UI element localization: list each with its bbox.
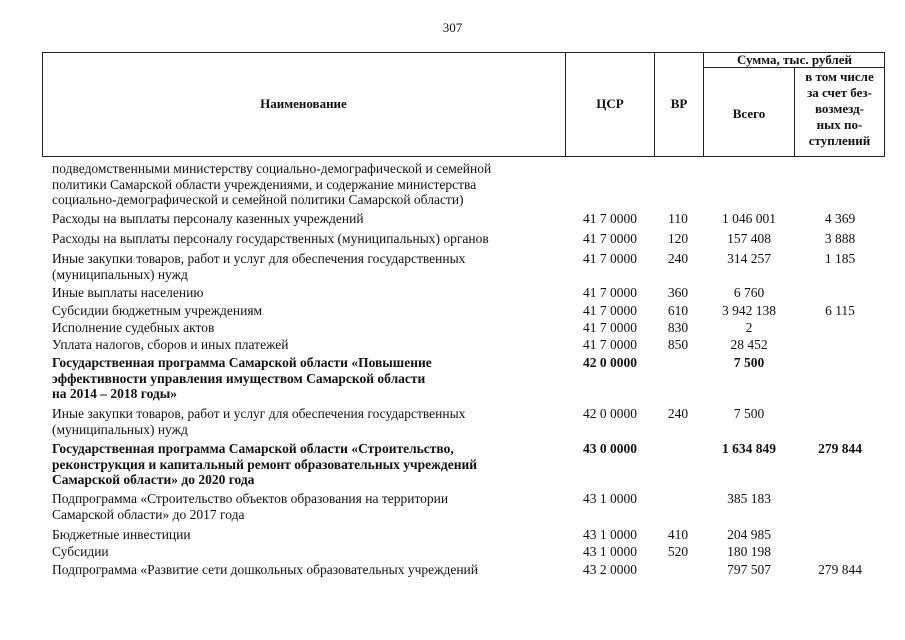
- row-vr: 360: [667, 285, 689, 300]
- row-csr: 41 7 0000: [583, 303, 637, 318]
- row-vr: 850: [667, 337, 689, 352]
- row-free-receipts: 279 844: [818, 562, 862, 577]
- header-free-line: в том числе: [805, 69, 874, 84]
- row-name: [52, 562, 562, 578]
- header-csr: ЦСР: [596, 96, 624, 111]
- row-name-line: Субсидии: [52, 544, 109, 559]
- row-name-line: на 2014 – 2018 годы»: [52, 386, 178, 401]
- row-free-receipts: 1 185: [824, 251, 856, 266]
- row-total: 204 985: [727, 527, 771, 542]
- row-vr: 830: [667, 320, 689, 335]
- row-total: 314 257: [727, 251, 771, 266]
- row-name-line: Самарской области» до 2020 года: [52, 472, 255, 487]
- row-total: 3 942 138: [722, 303, 776, 318]
- row-free-receipts: 4 369: [824, 211, 856, 226]
- row-name: [52, 211, 562, 227]
- row-name: [52, 303, 562, 319]
- row-name: [52, 441, 562, 488]
- row-total: 7 500: [733, 406, 765, 421]
- row-name-line: реконструкция и капитальный ремонт образовательных учреждений: [52, 456, 478, 472]
- row-total: 6 760: [733, 285, 765, 300]
- row-name-line: Исполнение судебных актов: [52, 320, 215, 335]
- row-name-line: Государственная программа Самарской области «Строительство,: [52, 441, 454, 456]
- row-csr: 41 7 0000: [583, 285, 637, 300]
- row-total: 180 198: [727, 544, 771, 559]
- row-total: 1 046 001: [722, 211, 776, 226]
- row-name: [52, 161, 562, 208]
- row-csr: 43 1 0000: [583, 527, 637, 542]
- row-name: [52, 406, 562, 437]
- row-name: [52, 231, 562, 247]
- row-csr: 41 7 0000: [583, 251, 637, 266]
- row-name-line: Расходы на выплаты персоналу казенных учреждений: [52, 211, 364, 226]
- row-csr: 42 0 0000: [583, 406, 637, 421]
- header-free-line: за счет без-: [807, 85, 872, 100]
- row-total: 2: [745, 320, 753, 335]
- row-total: 797 507: [727, 562, 771, 577]
- header-vr: ВР: [670, 96, 688, 111]
- row-free-receipts: 6 115: [825, 303, 855, 318]
- row-total: 157 408: [727, 231, 771, 246]
- row-name-line: Подпрограмма «Развитие сети дошкольных образовательных учреждений: [52, 562, 478, 577]
- row-csr: 43 1 0000: [583, 544, 637, 559]
- row-vr: 120: [667, 231, 689, 246]
- header-free-line: ных по-: [816, 117, 863, 132]
- row-name-line: (муниципальных) нужд: [52, 266, 188, 282]
- row-csr: 41 7 0000: [583, 337, 637, 352]
- row-vr: 240: [667, 406, 689, 421]
- row-vr: 110: [668, 211, 688, 226]
- row-name-line: Бюджетные инвестиции: [52, 527, 191, 542]
- header-sum-group: Сумма, тыс. рублей: [737, 52, 852, 67]
- header-free-line: ступлений: [808, 133, 871, 148]
- row-name: [52, 544, 562, 560]
- row-name-line: (муниципальных) нужд: [52, 421, 188, 437]
- row-vr: 520: [667, 544, 689, 559]
- row-free-receipts: 279 844: [818, 441, 862, 456]
- row-csr: 41 7 0000: [583, 320, 637, 335]
- row-csr: 43 0 0000: [583, 441, 637, 456]
- row-vr: 410: [667, 527, 689, 542]
- row-free-receipts: 3 888: [824, 231, 856, 246]
- row-csr: 43 1 0000: [583, 491, 637, 506]
- row-name-line: Иные закупки товаров, работ и услуг для обеспечения государственных: [52, 406, 466, 421]
- row-name-line: Расходы на выплаты персоналу государственных (муниципальных) органов: [52, 231, 489, 246]
- row-name-line: Подпрограмма «Строительство объектов образования на территории: [52, 491, 449, 506]
- row-name-line: социально-демографической и семейной политики Самарской области): [52, 192, 464, 207]
- header-name: Наименование: [260, 96, 347, 111]
- row-name: [52, 320, 562, 336]
- header-total: Всего: [732, 106, 766, 121]
- row-name-line: эффективности управления имуществом Самарской области: [52, 370, 426, 386]
- row-name: [52, 337, 562, 353]
- row-name-line: Субсидии бюджетным учреждениям: [52, 303, 263, 318]
- row-vr: 240: [667, 251, 689, 266]
- row-name-line: Государственная программа Самарской области «Повышение: [52, 355, 432, 370]
- row-name: [52, 527, 562, 543]
- row-name-line: Самарской области» до 2017 года: [52, 506, 245, 522]
- header-free-line: возмезд-: [815, 101, 864, 116]
- row-csr: 41 7 0000: [583, 231, 637, 246]
- row-name-line: Уплата налогов, сборов и иных платежей: [52, 337, 289, 352]
- row-csr: 42 0 0000: [583, 355, 637, 370]
- row-total: 28 452: [730, 337, 768, 352]
- row-name-line: подведомственными министерству социально-демографической и семейной: [52, 161, 492, 176]
- row-name-line: политики Самарской области учреждениями, и содержание министерства: [52, 176, 477, 192]
- row-total: 1 634 849: [722, 441, 776, 456]
- row-vr: 610: [667, 303, 689, 318]
- row-total: 385 183: [727, 491, 771, 506]
- row-name: [52, 491, 562, 522]
- row-name: [52, 251, 562, 282]
- row-name-line: Иные выплаты населению: [52, 285, 204, 300]
- row-csr: 43 2 0000: [583, 562, 637, 577]
- row-total: 7 500: [733, 355, 765, 370]
- page-number: 307: [442, 20, 463, 35]
- row-name: [52, 285, 562, 301]
- row-name: [52, 355, 562, 402]
- row-csr: 41 7 0000: [583, 211, 637, 226]
- row-name-line: Иные закупки товаров, работ и услуг для обеспечения государственных: [52, 251, 466, 266]
